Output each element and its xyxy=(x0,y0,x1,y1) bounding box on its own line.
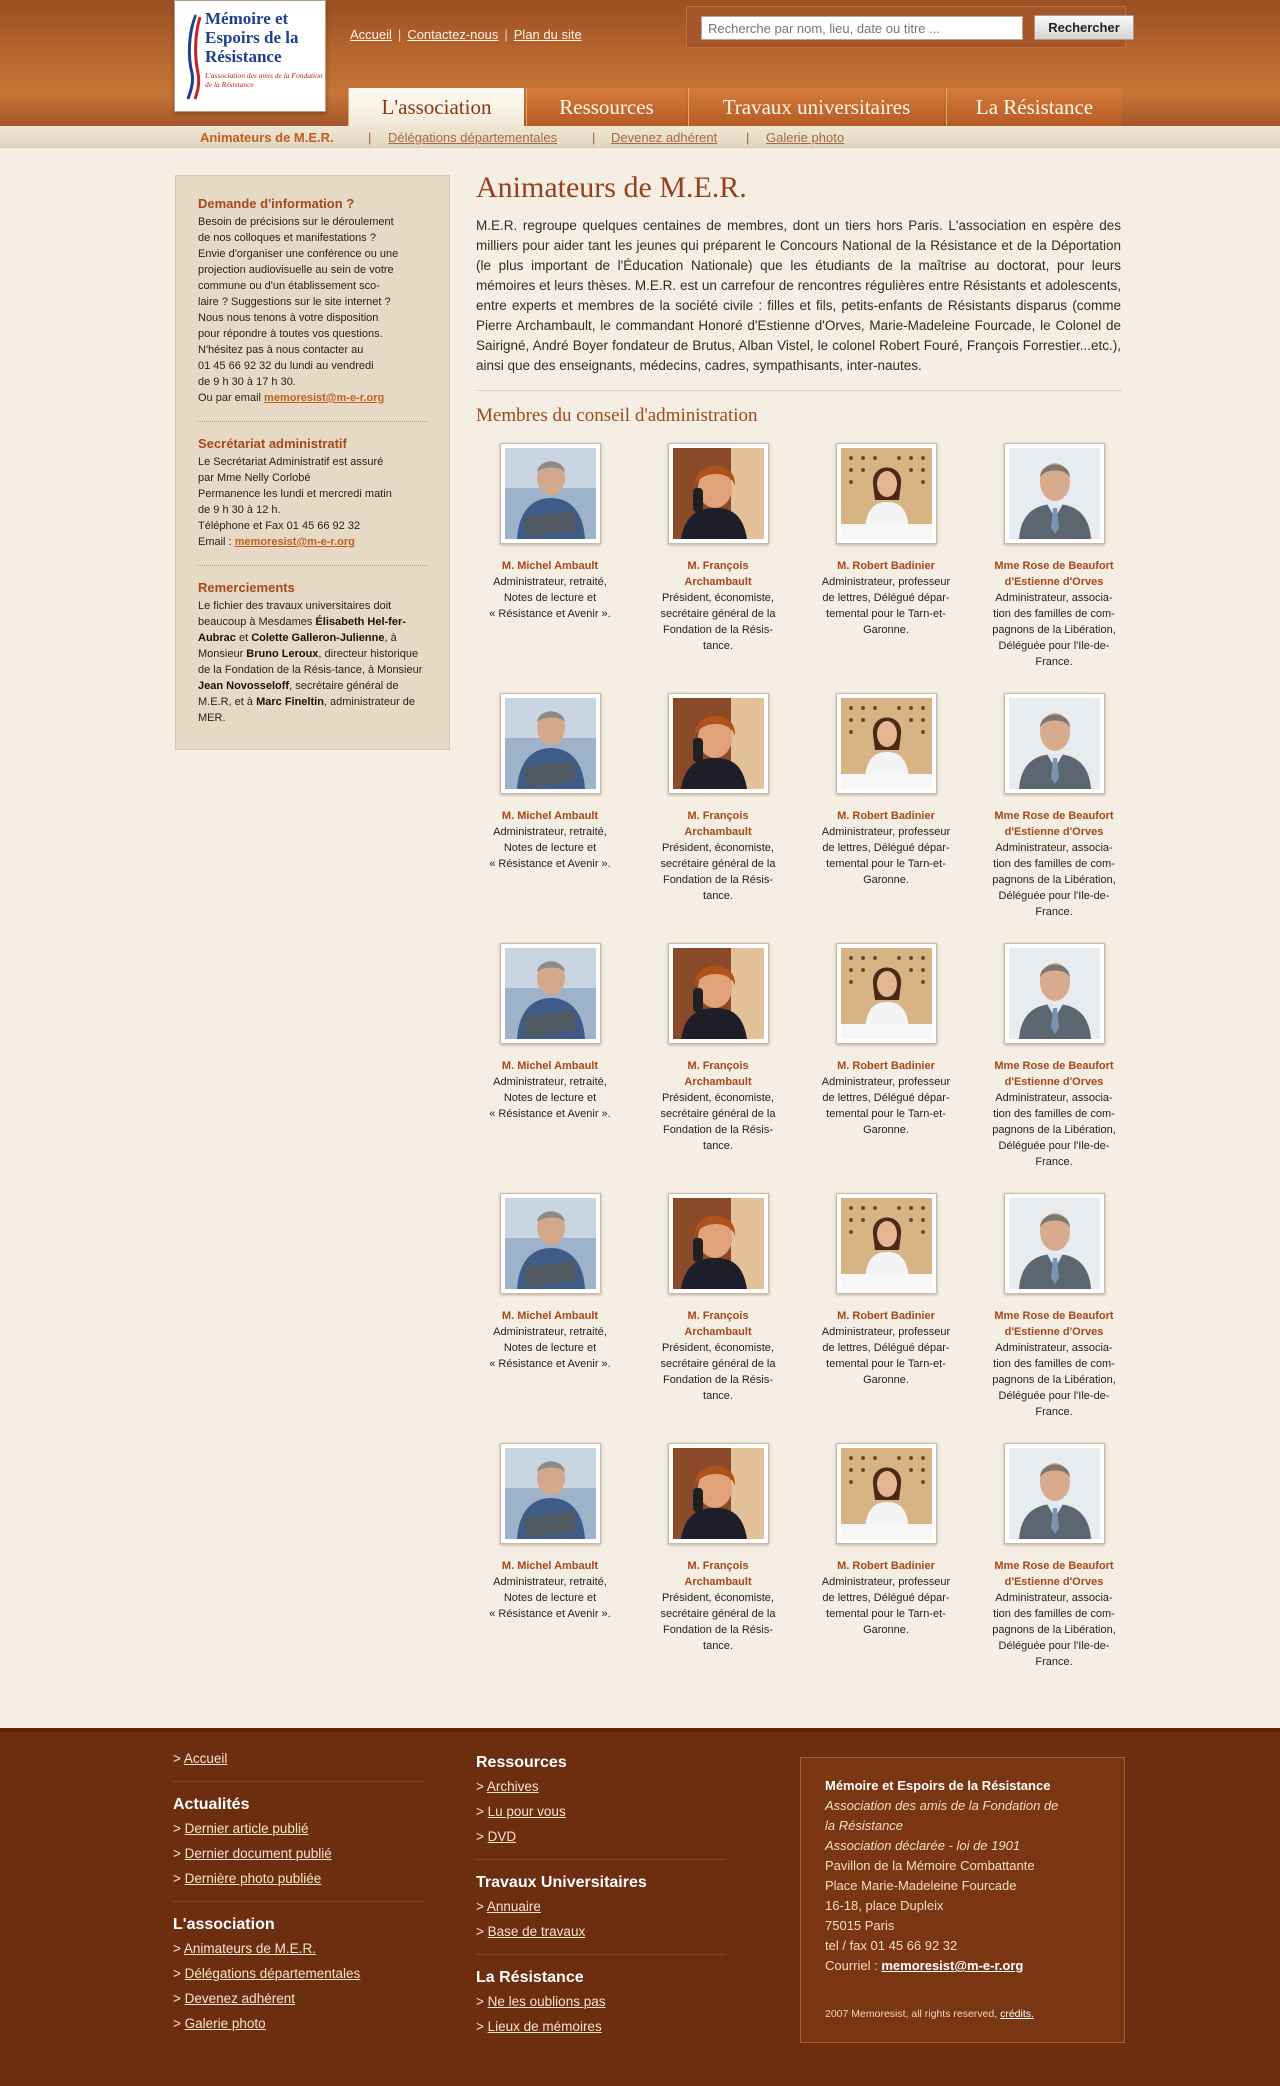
members-grid xyxy=(476,443,1121,1693)
member-role: Administrateur, retraité, Notes de lecture et « Résistance et Avenir ». xyxy=(489,1076,611,1120)
member-photo[interactable] xyxy=(668,1443,769,1544)
footer-phone: tel / fax 01 45 66 92 32 xyxy=(825,1938,958,1953)
footer-travaux-title: Travaux Universitaires xyxy=(476,1874,647,1891)
member-name: M. Michel Ambault xyxy=(501,1310,599,1322)
footer-address-line: 16-18, place Dupleix xyxy=(825,1898,944,1913)
member-role: Administrateur, professeur de lettres, Délégué dépar- temental pour le Tarn-et- Garonne. xyxy=(821,1076,951,1136)
footer-link[interactable]: Galerie photo xyxy=(184,2016,266,2031)
member-card xyxy=(984,943,1124,1170)
footer-link[interactable]: Délégations départementales xyxy=(184,1966,361,1981)
divider xyxy=(476,1954,726,1955)
member-name: M. Michel Ambault xyxy=(501,1560,599,1572)
member-name: M. François Archambault xyxy=(684,810,752,838)
footer-link-item: > Devenez adhérent xyxy=(173,1991,295,2006)
info-email-prefix: Ou par email xyxy=(198,392,261,404)
footer-email-prefix: Courriel : xyxy=(825,1958,878,1973)
logo-title: Mémoire et Espoirs de la Résistance xyxy=(205,9,299,66)
member-role: Administrateur, associa- tion des familles de com- pagnons de la Libération, Déléguée pour l'Ile-de- France. xyxy=(992,592,1116,668)
page-title: Animateurs de M.E.R. xyxy=(476,171,747,204)
footer xyxy=(0,1728,1280,2086)
subnav-item-adherent[interactable] xyxy=(611,128,717,148)
footer-link-item: > Dernier article publié xyxy=(173,1821,309,1836)
info-email-line xyxy=(198,390,427,406)
copyright-text: 2007 Memoresist, all rights reserved, xyxy=(825,2008,998,2020)
man-with-laptop-icon xyxy=(505,698,596,789)
woman-at-desk-icon xyxy=(841,948,932,1039)
footer-address-line: 75015 Paris xyxy=(825,1918,895,1933)
footer-link[interactable]: Archives xyxy=(486,1779,539,1794)
member-photo[interactable] xyxy=(1004,443,1105,544)
member-photo[interactable] xyxy=(1004,943,1105,1044)
footer-link-item: > Galerie photo xyxy=(173,2016,266,2031)
man-with-laptop-icon xyxy=(505,948,596,1039)
footer-copyright xyxy=(825,2004,1100,2024)
subnav-item-animateurs[interactable]: Animateurs de M.E.R. xyxy=(200,130,334,145)
footer-org-name: Mémoire et Espoirs de la Résistance xyxy=(825,1778,1051,1793)
member-card xyxy=(984,443,1124,670)
info-block xyxy=(198,196,427,406)
member-card xyxy=(984,1443,1124,1670)
footer-org-sub: la Résistance xyxy=(825,1818,904,1833)
footer-link-item: > Animateurs de M.E.R. xyxy=(173,1941,316,1956)
member-name: M. François Archambault xyxy=(684,1560,752,1588)
search-button[interactable]: Rechercher xyxy=(1034,15,1134,40)
footer-link[interactable]: Lieux de mémoires xyxy=(487,2019,602,2034)
member-photo[interactable] xyxy=(1004,1443,1105,1544)
subnav-item-galerie[interactable] xyxy=(766,128,844,148)
footer-address-line: Pavillon de la Mémoire Combattante xyxy=(825,1858,1035,1873)
divider xyxy=(476,1859,726,1860)
thanks-text-part: , administrateur de MER. xyxy=(198,696,416,724)
member-name: M. Michel Ambault xyxy=(501,810,599,822)
divider xyxy=(173,1901,423,1902)
main-content xyxy=(476,170,1121,1693)
member-role: Administrateur, retraité, Notes de lecture et « Résistance et Avenir ». xyxy=(489,1576,611,1620)
footer-link-item: > Ne les oublions pas xyxy=(476,1994,606,2009)
footer-link[interactable]: Devenez adhérent xyxy=(184,1991,295,2006)
member-card xyxy=(480,443,620,622)
member-card xyxy=(816,943,956,1138)
footer-actualites-title: Actualités xyxy=(173,1796,250,1813)
member-photo[interactable] xyxy=(836,1193,937,1294)
subnav-link[interactable]: Délégations départementales xyxy=(388,130,558,145)
member-name: Mme Rose de Beaufort d'Estienne d'Orves xyxy=(994,560,1114,588)
woman-at-desk-icon xyxy=(841,698,932,789)
footer-col-2 xyxy=(476,1752,736,2039)
member-photo[interactable] xyxy=(500,1193,601,1294)
member-name: M. Robert Badinier xyxy=(837,810,935,822)
member-role: Administrateur, professeur de lettres, Délégué dépar- temental pour le Tarn-et- Garonne. xyxy=(821,576,951,636)
member-photo[interactable] xyxy=(668,1193,769,1294)
member-card xyxy=(648,443,788,654)
woman-on-phone-icon xyxy=(673,948,764,1039)
logo-tagline: L'association des amis de la Fondation de la Résistance xyxy=(205,71,323,89)
member-name: Mme Rose de Beaufort d'Estienne d'Orves xyxy=(994,1560,1114,1588)
footer-link[interactable]: Lu pour vous xyxy=(487,1804,566,1819)
divider xyxy=(476,390,1121,391)
search-input[interactable] xyxy=(701,16,1023,40)
member-card xyxy=(480,1193,620,1372)
member-card xyxy=(984,1193,1124,1420)
member-role: Administrateur, associa- tion des familles de com- pagnons de la Libération, Déléguée pour l'Ile-de- France. xyxy=(992,842,1116,918)
member-card xyxy=(648,693,788,904)
footer-link-item: > Accueil xyxy=(173,1751,228,1766)
man-with-laptop-icon xyxy=(505,1448,596,1539)
info-email-link[interactable]: memoresist@m-e-r.org xyxy=(264,392,385,404)
member-name: M. Michel Ambault xyxy=(501,560,599,572)
footer-email-link[interactable]: memoresist@m-e-r.org xyxy=(881,1958,1024,1973)
subnav-link[interactable]: Galerie photo xyxy=(766,130,845,145)
member-role: Administrateur, associa- tion des familles de com- pagnons de la Libération, Déléguée pour l'Ile-de- France. xyxy=(992,1342,1116,1418)
member-photo[interactable] xyxy=(500,1443,601,1544)
member-role: Président, économiste, secrétaire général de la Fondation de la Résis- tance. xyxy=(660,1342,776,1402)
footer-org-sub: Association des amis de la Fondation de xyxy=(825,1798,1059,1813)
member-role: Administrateur, associa- tion des familles de com- pagnons de la Libération, Déléguée pour l'Ile-de- France. xyxy=(992,1592,1116,1668)
member-name: M. François Archambault xyxy=(684,1310,752,1338)
secretariat-email-link[interactable]: memoresist@m-e-r.org xyxy=(234,536,355,548)
man-in-suit-icon xyxy=(1009,448,1100,539)
footer-ressources-title: Ressources xyxy=(476,1754,567,1771)
woman-on-phone-icon xyxy=(673,1448,764,1539)
member-card xyxy=(816,693,956,888)
top-links xyxy=(350,27,582,42)
footer-association-title: L'association xyxy=(173,1916,275,1933)
thanks-block xyxy=(198,580,427,726)
subnav-link[interactable]: Devenez adhérent xyxy=(611,130,718,145)
member-card xyxy=(480,693,620,872)
member-name: Mme Rose de Beaufort d'Estienne d'Orves xyxy=(994,1060,1114,1088)
man-in-suit-icon xyxy=(1009,698,1100,789)
thanks-text-part: , secrétaire général de M.E.R, et à xyxy=(198,680,399,708)
top-link-sitemap[interactable]: Plan du site xyxy=(513,27,582,42)
member-name: M. Robert Badinier xyxy=(837,1560,935,1572)
site-logo[interactable] xyxy=(174,0,326,112)
member-card xyxy=(480,1443,620,1622)
woman-at-desk-icon xyxy=(841,1448,932,1539)
member-role: Président, économiste, secrétaire général de la Fondation de la Résis- tance. xyxy=(660,842,776,902)
woman-at-desk-icon xyxy=(841,448,932,539)
footer-link[interactable]: Animateurs de M.E.R. xyxy=(183,1941,316,1956)
member-card xyxy=(816,1193,956,1388)
separator: | xyxy=(746,130,750,145)
member-photo[interactable] xyxy=(836,443,937,544)
tab-association[interactable]: L'association xyxy=(348,88,524,128)
footer-link-item: > Lu pour vous xyxy=(476,1804,566,1819)
thanks-title: Remerciements xyxy=(198,580,295,595)
member-photo[interactable] xyxy=(668,693,769,794)
separator: | xyxy=(368,130,372,145)
footer-link[interactable]: Dernier document publié xyxy=(184,1846,332,1861)
secretariat-title: Secrétariat administratif xyxy=(198,436,347,451)
footer-address-line: Place Marie-Madeleine Fourcade xyxy=(825,1878,1017,1893)
member-photo[interactable] xyxy=(1004,1193,1105,1294)
footer-link[interactable]: Dernier article publié xyxy=(184,1821,309,1836)
woman-on-phone-icon xyxy=(673,698,764,789)
search-box xyxy=(686,6,1126,48)
footer-link-item: > Dernier document publié xyxy=(173,1846,332,1861)
top-link-accueil[interactable]: Accueil xyxy=(350,27,392,42)
thanks-text-part: , directeur historique de la Fondation de la Résis-tance, à Monsieur xyxy=(198,648,423,676)
member-card xyxy=(816,1443,956,1638)
member-card xyxy=(648,1193,788,1404)
footer-link[interactable]: Base de travaux xyxy=(487,1924,586,1939)
members-heading: Membres du conseil d'administration xyxy=(476,405,758,426)
separator: | xyxy=(504,27,508,42)
thanks-person: Colette Galleron-Julienne xyxy=(251,632,385,644)
divider xyxy=(198,565,427,566)
member-role: Administrateur, professeur de lettres, Délégué dépar- temental pour le Tarn-et- Garonne. xyxy=(821,826,951,886)
header xyxy=(0,0,1280,126)
member-photo[interactable] xyxy=(836,693,937,794)
member-photo[interactable] xyxy=(500,693,601,794)
divider xyxy=(198,421,427,422)
member-card xyxy=(984,693,1124,920)
member-photo[interactable] xyxy=(668,943,769,1044)
top-link-contact[interactable]: Contactez-nous xyxy=(407,27,499,42)
member-name: Mme Rose de Beaufort d'Estienne d'Orves xyxy=(994,810,1114,838)
member-role: Président, économiste, secrétaire général de la Fondation de la Résis- tance. xyxy=(660,1592,776,1652)
footer-link-item: > DVD xyxy=(476,1829,517,1844)
member-role: Président, économiste, secrétaire général de la Fondation de la Résis- tance. xyxy=(660,1092,776,1152)
tricolor-flag-icon xyxy=(186,13,202,101)
footer-link[interactable]: Dernière photo publiée xyxy=(184,1871,322,1886)
divider xyxy=(173,1781,423,1782)
man-with-laptop-icon xyxy=(505,448,596,539)
member-name: M. Robert Badinier xyxy=(837,560,935,572)
footer-email-line xyxy=(825,1956,1100,1976)
member-card xyxy=(648,943,788,1154)
man-with-laptop-icon xyxy=(505,1198,596,1289)
member-photo[interactable] xyxy=(836,943,937,1044)
member-name: M. Robert Badinier xyxy=(837,1310,935,1322)
member-name: M. François Archambault xyxy=(684,1060,752,1088)
footer-link-item: > Lieux de mémoires xyxy=(476,2019,602,2034)
member-card xyxy=(480,943,620,1122)
tab-la-resistance[interactable]: La Résistance xyxy=(946,88,1122,126)
thanks-person: Bruno Leroux xyxy=(246,648,319,660)
footer-link-item: > Archives xyxy=(476,1779,539,1794)
info-text: Besoin de précisions sur le déroulement de nos colloques et manifestations ? Envie d'organiser une conférence ou une projection audiovisuelle au sein de votre commune ou d'un établissement sco- laire ? Suggestions sur le site internet ? Nous nous tenons à votre disposition pour répondre à toutes vos questions. N'hésitez pas à nous contacter au 01 45 66 92 32 du lundi au vendredi de 9 h 30 à 17 h 30. xyxy=(198,216,399,388)
secretariat-block xyxy=(198,436,427,550)
footer-link-accueil[interactable]: Accueil xyxy=(183,1751,228,1766)
man-in-suit-icon xyxy=(1009,1448,1100,1539)
footer-link[interactable]: Annuaire xyxy=(486,1899,541,1914)
member-photo[interactable] xyxy=(1004,693,1105,794)
subnav-item-delegations[interactable] xyxy=(388,128,557,148)
member-card xyxy=(648,1443,788,1654)
footer-link-item: > Annuaire xyxy=(476,1899,541,1914)
man-in-suit-icon xyxy=(1009,948,1100,1039)
footer-link[interactable]: Ne les oublions pas xyxy=(487,1994,606,2009)
member-name: M. Michel Ambault xyxy=(501,1060,599,1072)
woman-at-desk-icon xyxy=(841,1198,932,1289)
secretariat-email-prefix: Email : xyxy=(198,536,232,548)
thanks-text-part: et xyxy=(235,632,252,644)
member-role: Administrateur, professeur de lettres, Délégué dépar- temental pour le Tarn-et- Garonne. xyxy=(821,1576,951,1636)
secretariat-email-line xyxy=(198,534,427,550)
member-name: Mme Rose de Beaufort d'Estienne d'Orves xyxy=(994,1310,1114,1338)
man-in-suit-icon xyxy=(1009,1198,1100,1289)
tab-ressources[interactable]: Ressources xyxy=(526,88,686,126)
thanks-text-part: Le fichier des travaux universitaires doit beaucoup à Mesdames xyxy=(198,600,392,628)
sidebar xyxy=(175,175,450,750)
member-role: Administrateur, professeur de lettres, Délégué dépar- temental pour le Tarn-et- Garonne. xyxy=(821,1326,951,1386)
member-role: Administrateur, retraité, Notes de lecture et « Résistance et Avenir ». xyxy=(489,826,611,870)
footer-link-item: > Base de travaux xyxy=(476,1924,586,1939)
member-role: Administrateur, retraité, Notes de lecture et « Résistance et Avenir ». xyxy=(489,1326,611,1370)
woman-on-phone-icon xyxy=(673,448,764,539)
footer-link-item: > Dernière photo publiée xyxy=(173,1871,322,1886)
footer-col-1 xyxy=(173,1746,433,2036)
thanks-text-part: , à Monsieur xyxy=(198,632,397,660)
secretariat-text: Le Secrétariat Administratif est assuré par Mme Nelly Corlobé Permanence les lundi et mercredi matin de 9 h 30 à 12 h. Téléphone et Fax 01 45 66 92 32 xyxy=(198,456,392,532)
footer-contact-box xyxy=(800,1757,1125,2043)
info-title: Demande d'information ? xyxy=(198,196,355,211)
credits-link[interactable]: crédits. xyxy=(1000,2008,1034,2020)
member-role: Président, économiste, secrétaire général de la Fondation de la Résis- tance. xyxy=(660,592,776,652)
separator: | xyxy=(592,130,596,145)
thanks-person: Élisabeth Hel-fer-Aubrac xyxy=(198,616,406,644)
footer-link-item: > Délégations départementales xyxy=(173,1966,361,1981)
member-name: M. François Archambault xyxy=(684,560,752,588)
intro-text: M.E.R. regroupe quelques centaines de membres, dont un tiers hors Paris. L'association en espère des milliers pour aider tant les jeunes qui préparent le Concours National de la Résistance et de la Déportation (le plus important de l'Éducation Nationale) que les étudiants de la maîtrise au doctorat, pour leurs mémoires et leurs thèses. M.E.R. est un carrefour de rencontres régulières entre Résistants et adolescents, entre experts et membres de la société civile : filles et fils, petits-enfants de Résistants disparus (comme Pierre Archambault, le commandant Honoré d'Estienne d'Orves, Marie-Madeleine Fourcade, le Colonel de Sairigné, André Boyer fondateur de Brutus, Alban Vistel, le colonel Robert Fouré, François Forrestier...etc.), ainsi que des enseignants, médecins, cadres, sympathisants, inter-nautes. xyxy=(476,218,1121,373)
woman-on-phone-icon xyxy=(673,1198,764,1289)
footer-resistance-title: La Résistance xyxy=(476,1969,584,1986)
member-photo[interactable] xyxy=(668,443,769,544)
thanks-person: Marc Fineltin xyxy=(256,696,324,708)
member-photo[interactable] xyxy=(500,943,601,1044)
footer-link[interactable]: DVD xyxy=(487,1829,517,1844)
member-photo[interactable] xyxy=(836,1443,937,1544)
member-role: Administrateur, retraité, Notes de lecture et « Résistance et Avenir ». xyxy=(489,576,611,620)
member-card xyxy=(816,443,956,638)
member-name: M. Robert Badinier xyxy=(837,1060,935,1072)
member-role: Administrateur, associa- tion des familles de com- pagnons de la Libération, Déléguée pour l'Ile-de- France. xyxy=(992,1092,1116,1168)
thanks-text xyxy=(198,598,427,726)
thanks-person: Jean Novosseloff xyxy=(198,680,290,692)
member-photo[interactable] xyxy=(500,443,601,544)
separator: | xyxy=(397,27,402,42)
tab-travaux-universitaires[interactable]: Travaux universitaires xyxy=(688,88,944,126)
footer-org-legal: Association déclarée - loi de 1901 xyxy=(825,1838,1021,1853)
